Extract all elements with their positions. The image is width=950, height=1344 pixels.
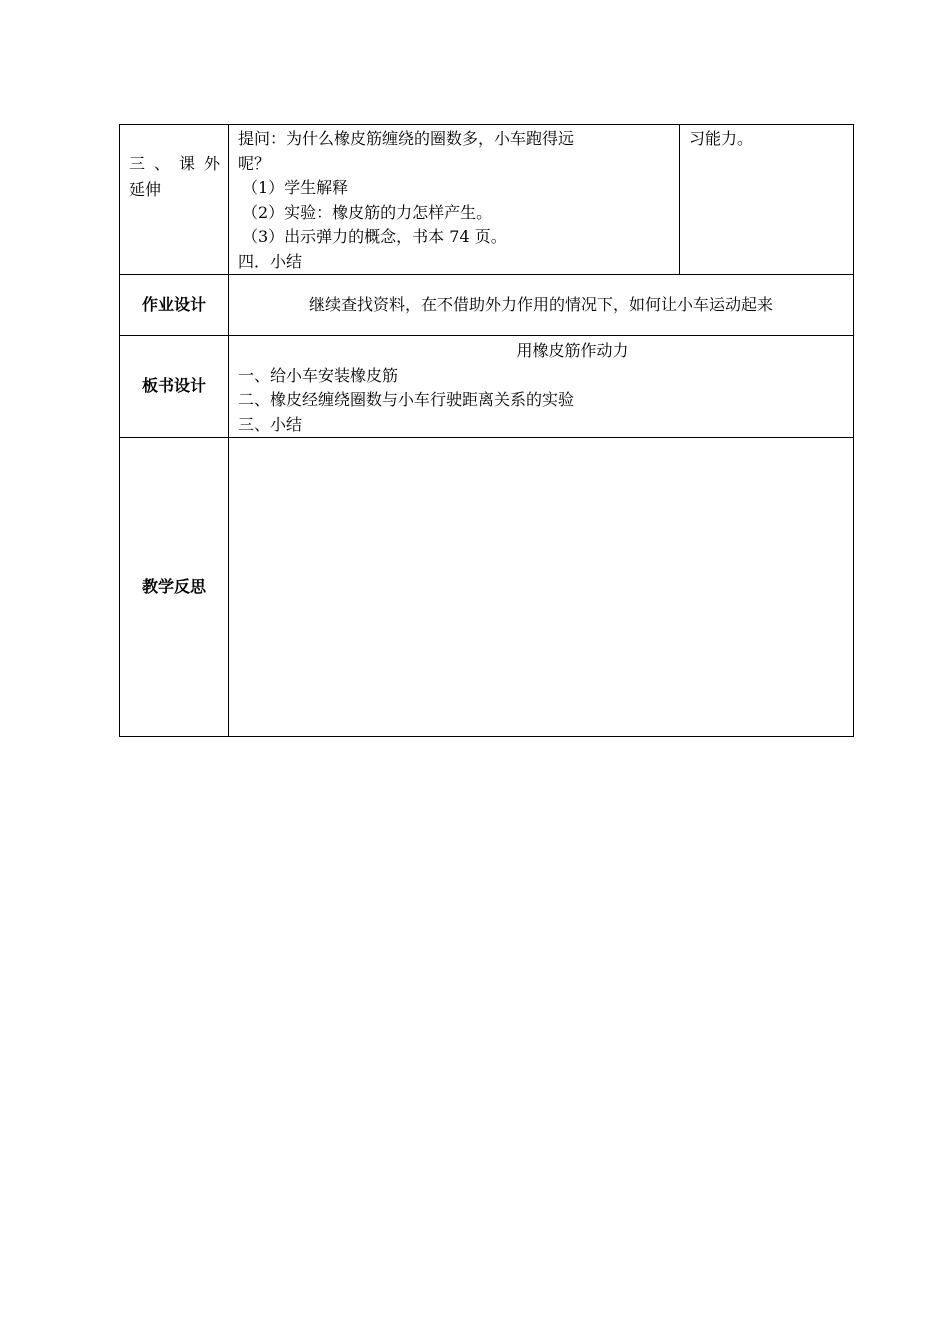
lesson-plan-table bbox=[119, 124, 854, 737]
board-label: 板书设计 bbox=[120, 336, 229, 438]
board-item: 一、给小车安装橡皮筋 bbox=[238, 365, 399, 385]
stage-row bbox=[120, 125, 854, 275]
board-content-cell bbox=[229, 336, 854, 438]
stage-content-line: （1）学生解释 bbox=[242, 178, 349, 197]
board-title: 用橡皮筋作动力 bbox=[516, 341, 629, 360]
stage-content-line: 提问：为什么橡皮筋缠绕的圈数多，小车跑得远 bbox=[238, 129, 575, 148]
homework-label: 作业设计 bbox=[120, 275, 229, 336]
stage-note-cell bbox=[680, 125, 854, 275]
reflection-label: 教学反思 bbox=[120, 438, 229, 737]
stage-note: 习能力。 bbox=[689, 129, 754, 148]
board-item: 三、小结 bbox=[238, 414, 303, 434]
board-row bbox=[120, 336, 854, 438]
stage-content-line: （3）出示弹力的概念，书本 74 页。 bbox=[242, 227, 507, 246]
board-item: 二、橡皮经缠绕圈数与小车行驶距离关系的实验 bbox=[238, 390, 575, 409]
stage-content-line: 四．小结 bbox=[238, 251, 303, 271]
reflection-content bbox=[229, 438, 854, 737]
reflection-row bbox=[120, 438, 854, 737]
stage-label-line1: 三、课外 bbox=[129, 154, 220, 173]
homework-content: 继续查找资料，在不借助外力作用的情况下，如何让小车运动起来 bbox=[229, 275, 854, 336]
stage-content-line: （2）实验：橡皮筋的力怎样产生。 bbox=[242, 202, 493, 222]
homework-row bbox=[120, 275, 854, 336]
stage-content-cell bbox=[229, 125, 680, 275]
stage-content-line: 呢？ bbox=[238, 153, 271, 173]
stage-label-cell bbox=[120, 125, 229, 275]
stage-label-line2: 延伸 bbox=[129, 180, 162, 199]
